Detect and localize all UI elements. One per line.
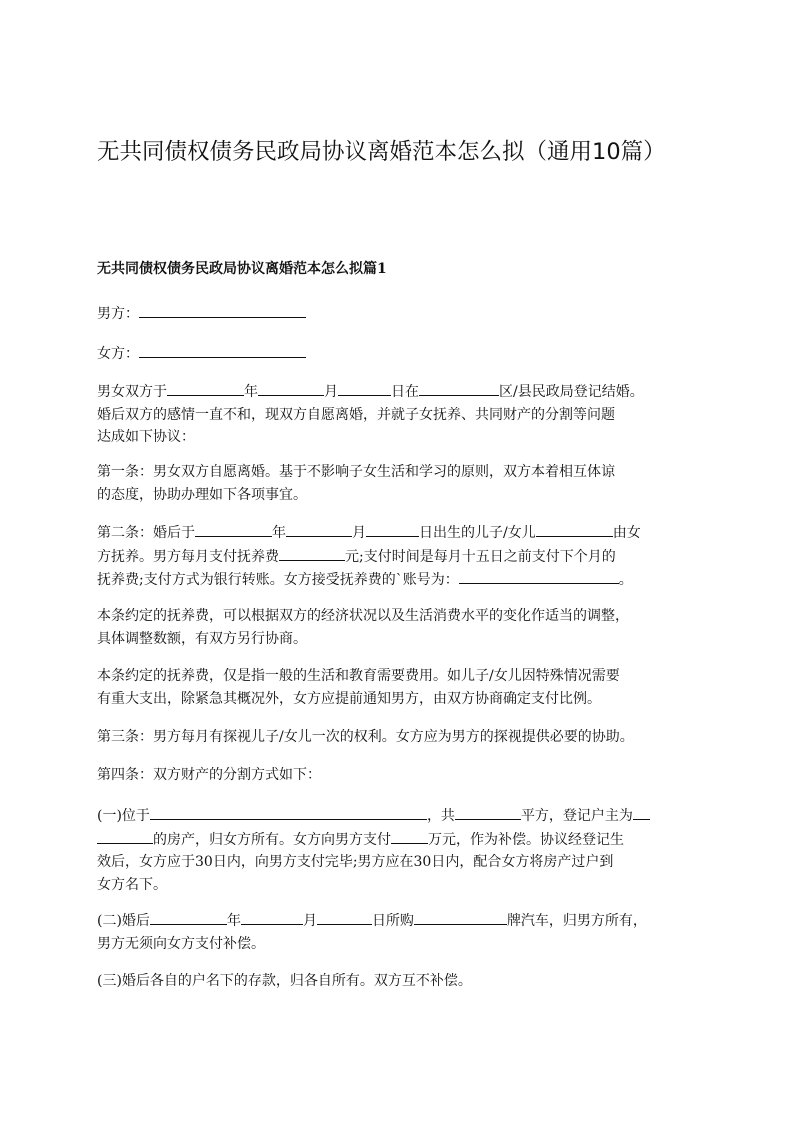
male-party-label: 男方： — [97, 306, 139, 322]
text-segment: 元;支付时间是每月十五日之前支付下个月的 — [345, 548, 616, 565]
item-2-line-1 — [97, 909, 717, 933]
text-segment: 。 — [618, 572, 633, 588]
support-amount-blank — [279, 545, 345, 561]
area-blank — [455, 804, 521, 820]
item-1-line-4: 女方名下。 — [97, 876, 167, 893]
child-name-blank — [536, 521, 613, 537]
marriage-line-1 — [97, 380, 717, 404]
text-segment: 万元，作为补偿。协议经登记生 — [428, 831, 624, 848]
text-segment: 男女双方于 — [97, 384, 167, 400]
text-segment: 由女 — [612, 525, 641, 541]
property-item-1 — [97, 804, 717, 896]
text-segment: (二)婚后 — [97, 913, 150, 929]
article-1-line-2: 的态度，协助办理如下各项事宜。 — [97, 486, 307, 503]
text-segment: 月 — [324, 384, 338, 400]
month-blank — [241, 909, 303, 925]
item-1-line-3: 效后，女方应于30日内，向男方支付完毕;男方应在30日内，配合女方将房产过户到 — [97, 854, 614, 870]
text-segment: 方抚养。男方每月支付抚养费 — [97, 548, 279, 565]
property-item-2 — [97, 909, 717, 955]
document-title: 无共同债权债务民政局协议离婚范本怎么拟（通用10篇） — [97, 139, 666, 165]
article-1-line-1: 第一条：男女双方自愿离婚。基于不影响子女生活和学习的原则，双方本着相互体谅 — [97, 464, 615, 480]
article-2-line-3 — [97, 568, 717, 592]
text-segment: 第二条：婚后于 — [97, 525, 195, 541]
text-segment: 月 — [352, 525, 366, 541]
month-blank — [286, 521, 352, 537]
compensation-blank — [391, 828, 428, 844]
article-3: 第三条：男方每月有探视儿子/女儿一次的权利。女方应为男方的探视提供必要的协助。 — [97, 729, 634, 745]
support-note-2 — [97, 665, 717, 710]
note-2-line-2: 有重大支出，除紧急其概况外，女方应提前通知男方，由双方协商确定支付比例。 — [97, 690, 601, 707]
note-1-line-1: 本条约定的抚养费，可以根据双方的经济状况以及生活消费水平的变化作适当的调整， — [97, 608, 629, 624]
section-title: 无共同债权债务民政局协议离婚范本怎么拟篇1 — [97, 261, 387, 277]
property-item-3: (三)婚后各自的户名下的存款，归各自所有。双方互不补偿。 — [97, 973, 472, 989]
text-segment: 日在 — [391, 384, 419, 400]
female-party-label: 女方： — [97, 346, 139, 362]
owner-blank-end — [97, 828, 153, 844]
text-segment: 抚养费;支付方式为银行转账。女方接受抚养费的`账号为： — [97, 572, 459, 588]
text-segment: 年 — [272, 525, 286, 541]
year-blank — [195, 521, 272, 537]
day-blank — [317, 909, 372, 925]
day-blank — [338, 380, 391, 396]
article-1 — [97, 461, 717, 506]
item-1-line-1 — [97, 804, 717, 828]
month-blank — [258, 380, 324, 396]
item-1-line-2 — [97, 828, 717, 852]
owner-blank-start — [633, 804, 650, 820]
text-segment: 的房产，归女方所有。女方向男方支付 — [153, 831, 391, 848]
text-segment: 日出生的儿子/女儿 — [419, 525, 536, 541]
female-party-line — [97, 342, 717, 366]
car-brand-blank — [414, 909, 507, 925]
text-segment: 日所购 — [371, 913, 414, 929]
text-segment: (一)位于 — [97, 808, 150, 824]
marriage-line-3: 达成如下协议： — [97, 429, 195, 445]
text-segment: 年 — [244, 384, 258, 400]
day-blank — [366, 521, 419, 537]
male-name-blank — [139, 302, 306, 318]
support-note-1 — [97, 605, 717, 650]
year-blank — [167, 380, 244, 396]
marriage-line-2: 婚后双方的感情一直不和，现双方自愿离婚，并就子女抚养、共同财产的分割等问题 — [97, 406, 615, 423]
text-segment: 年 — [226, 913, 241, 929]
text-segment: 牌汽车，归男方所有， — [506, 913, 647, 929]
female-name-blank — [139, 342, 306, 358]
article-2 — [97, 521, 717, 592]
district-blank — [419, 380, 499, 396]
text-segment: 月 — [302, 913, 317, 929]
item-2-line-2: 男方无须向女方支付补偿。 — [97, 935, 265, 952]
marriage-paragraph — [97, 380, 717, 449]
location-blank — [150, 804, 427, 820]
account-number-blank — [459, 568, 619, 584]
year-blank — [150, 909, 227, 925]
text-segment: 平方，登记户主为 — [520, 808, 633, 824]
note-2-line-1: 本条约定的抚养费，仅是指一般的生活和教育需要费用。如儿子/女儿因特殊情况需要 — [97, 668, 620, 684]
article-4: 第四条：双方财产的分割方式如下： — [97, 767, 321, 783]
article-2-line-1 — [97, 521, 717, 545]
text-segment: ，共 — [426, 808, 455, 824]
article-2-line-2 — [97, 545, 717, 569]
male-party-line — [97, 302, 717, 326]
note-1-line-2: 具体调整数额，有双方另行协商。 — [97, 630, 307, 647]
text-segment: 区/县民政局登记结婚。 — [499, 384, 644, 400]
